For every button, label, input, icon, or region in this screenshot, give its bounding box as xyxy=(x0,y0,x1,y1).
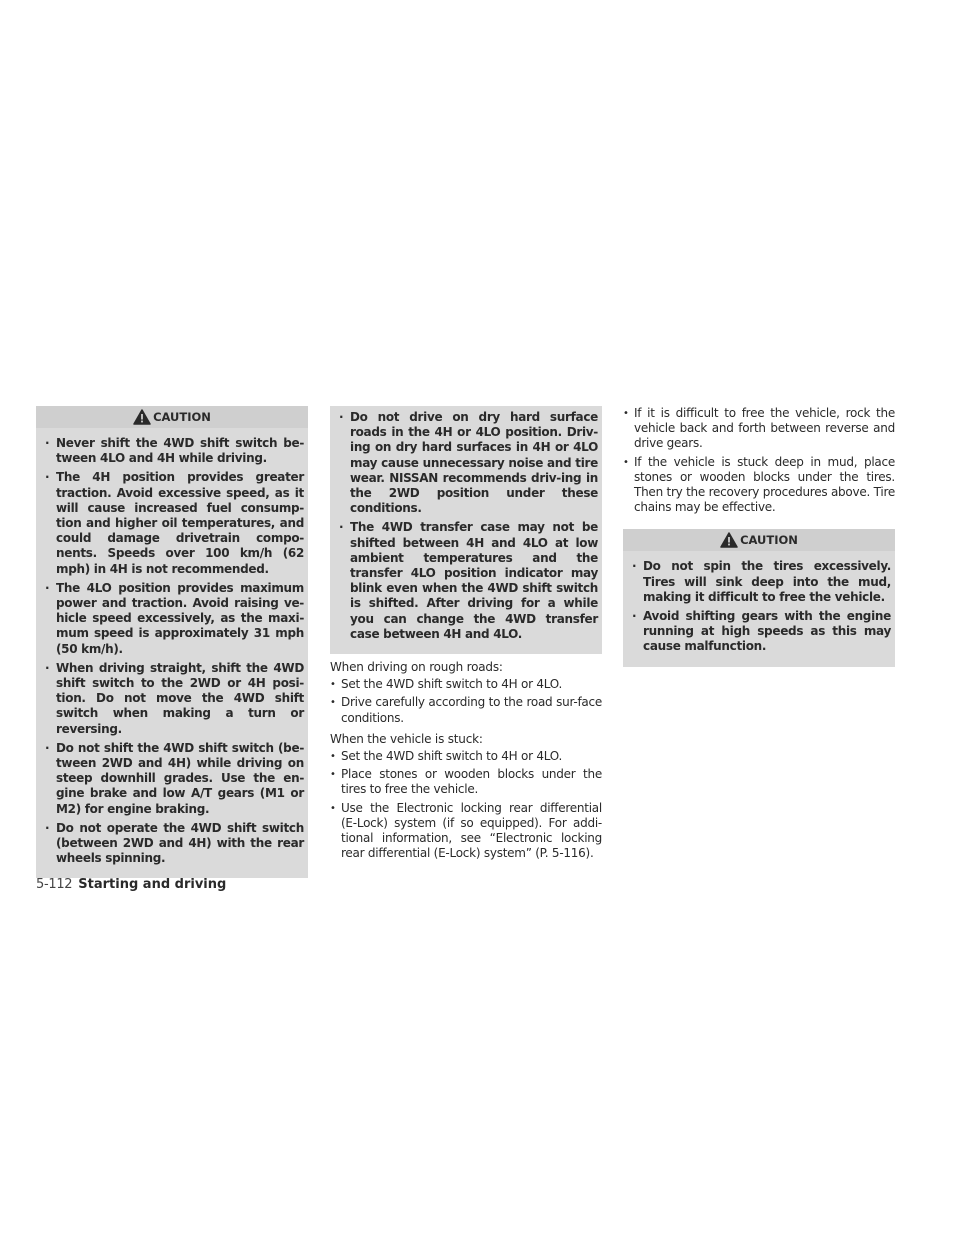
caution-list xyxy=(36,436,308,866)
list-item: • If the vehicle is stuck deep in mud, place stones or wooden blocks under the tires. Then try the recovery procedures above. Tire chains may be effective. xyxy=(623,455,895,516)
section-title: Starting and driving xyxy=(78,877,227,892)
caution-item: · When driving straight, shift the 4WD shift switch to the 2WD or 4H posi-tion. Do not move the 4WD shift switch when making a turn or reversing. xyxy=(44,661,304,737)
caution-list xyxy=(623,559,895,654)
caution-title: CAUTION xyxy=(740,533,798,548)
list-item: • If it is difficult to free the vehicle, rock the vehicle back and forth between reverse and drive gears. xyxy=(623,406,895,452)
caution-header xyxy=(36,406,308,428)
caution-item: · Do not spin the tires excessively. Tires will sink deep into the mud, making it difficult to free the vehicle. xyxy=(631,559,891,605)
warning-triangle-icon xyxy=(133,409,151,425)
caution-item: · Avoid shifting gears with the engine running at high speeds as this may cause malfunction. xyxy=(631,609,891,655)
caution-box-1 xyxy=(36,406,308,878)
column-3 xyxy=(623,406,895,667)
list-item: • Set the 4WD shift switch to 4H or 4LO. xyxy=(330,749,602,764)
caution-item: · Never shift the 4WD shift switch be-tween 4LO and 4H while driving. xyxy=(44,436,304,466)
column-1 xyxy=(36,406,308,878)
caution-list xyxy=(330,410,602,642)
list-item: • Drive carefully according to the road sur-face conditions. xyxy=(330,695,602,725)
rough-roads-heading: When driving on rough roads: xyxy=(330,660,503,675)
stuck-list-continued xyxy=(623,406,895,515)
caution-box-1-continued xyxy=(330,406,602,654)
page-footer xyxy=(36,877,226,892)
caution-item: · The 4H position provides greater traction. Avoid excessive speed, as it will cause increased fuel consump-tion and higher oil temperatures, and could damage drivetrain compo-nents. Speeds over 100 km/h (62 mph) in 4H is not recommended. xyxy=(44,470,304,576)
caution-item: · Do not drive on dry hard surface roads in the 4H or 4LO position. Driv-ing on dry hard surfaces in 4H or 4LO may cause unnecessary noise and tire wear. NISSAN recommends driv-ing in the 2WD position under these conditions. xyxy=(338,410,598,516)
caution-header xyxy=(623,529,895,551)
caution-item: · Do not shift the 4WD shift switch (be-tween 2WD and 4H) while driving on steep downhill grades. Use the en-gine brake and low A/T gears (M1 or M2) for engine braking. xyxy=(44,741,304,817)
caution-title: CAUTION xyxy=(153,410,211,424)
list-item: • Place stones or wooden blocks under the tires to free the vehicle. xyxy=(330,767,602,797)
page-number: 5-112 xyxy=(36,877,73,892)
caution-item: · The 4LO position provides maximum power and traction. Avoid raising ve-hicle speed excessively, as the maxi-mum speed is approximately 31 mph (50 km/h). xyxy=(44,581,304,657)
stuck-list xyxy=(330,749,602,861)
caution-item: · Do not operate the 4WD shift switch (between 2WD and 4H) with the rear wheels spinning. xyxy=(44,821,304,867)
list-item: • Use the Electronic locking rear differential (E-Lock) system (if so equipped). For addi-tional information, see “Electronic locking rear differential (E-Lock) system” (P. 5-116). xyxy=(330,801,602,862)
column-2 xyxy=(330,406,602,864)
rough-roads-list xyxy=(330,677,602,726)
list-item: • Set the 4WD shift switch to 4H or 4LO. xyxy=(330,677,602,692)
warning-triangle-icon xyxy=(720,532,738,548)
caution-item: · The 4WD transfer case may not be shifted between 4H and 4LO at low ambient temperatures and the transfer 4LO position indicator may blink even when the 4WD shift switch is shifted. After driving for a while you can change the 4WD transfer case between 4H and 4LO. xyxy=(338,520,598,642)
caution-box-2 xyxy=(623,529,895,666)
stuck-heading: When the vehicle is stuck: xyxy=(330,731,483,746)
